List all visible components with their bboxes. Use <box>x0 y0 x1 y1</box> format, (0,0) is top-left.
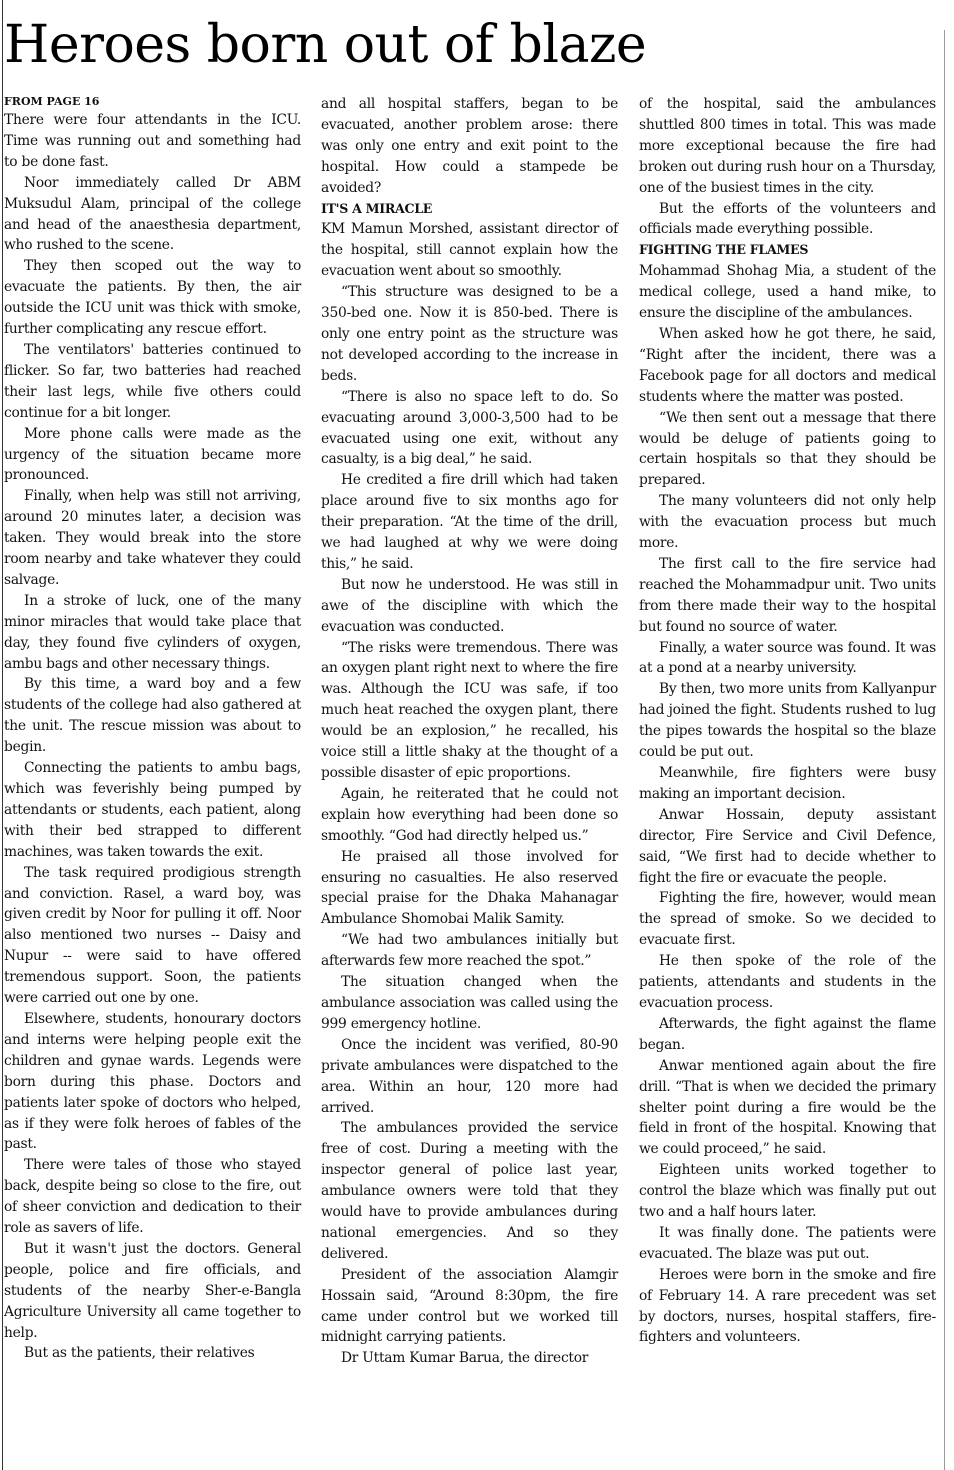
paragraph: There were four attendants in the ICU. Time was running out and something had to be done fast. <box>4 112 301 170</box>
left-border-rule <box>2 0 3 1470</box>
paragraph: “We had two ambulances initially but afterwards few more reached the spot.” <box>321 932 618 970</box>
paragraph: Finally, when help was still not arriving, around 20 minutes later, a decision was taken. They would break into the store room nearby and take whatever they could salvage. <box>4 488 301 588</box>
paragraph: But as the patients, their relatives <box>24 1345 255 1362</box>
article-column-2 <box>321 94 618 1369</box>
paragraph: When asked how he got there, he said, “Right after the incident, there was a Facebook page for all doctors and medical students where the matter was posted. <box>639 325 936 405</box>
paragraph: He praised all those involved for ensuring no casualties. He also reserved special praise for the Dhaka Mahanagar Ambulance Shomobai Malik Samity. <box>321 848 618 928</box>
paragraph: The task required prodigious strength and conviction. Rasel, a ward boy, was given credit by Noor for pulling it off. Noor also mentioned two nurses -- Daisy and Nupur -- were said to have offered tremendous support. Soon, the patients were carried out one by one. <box>4 864 301 1007</box>
paragraph: Once the incident was verified, 80-90 private ambulances were dispatched to the area. Within an hour, 120 more had arrived. <box>321 1036 618 1116</box>
paragraph: Dr Uttam Kumar Barua, the director <box>341 1350 589 1367</box>
paragraph: Connecting the patients to ambu bags, which was feverishly being pumped by attendants or students, each patient, along with their bed strapped to different machines, was taken towards the exit. <box>4 760 301 860</box>
paragraph: Heroes were born in the smoke and fire of February 14. A rare precedent was set by doctors, nurses, hospital staffers, fire-fighters and volunteers. <box>639 1266 936 1346</box>
paragraph: Anwar Hossain, deputy assistant director, Fire Service and Civil Defence, said, “We first had to decide whether to fight the fire or evacuate the people. <box>639 806 936 886</box>
paragraph: Afterwards, the fight against the flame began. <box>639 1015 936 1053</box>
paragraph: KM Mamun Morshed, assistant director of the hospital, still cannot explain how the evacuation went about so smoothly. <box>321 221 618 280</box>
paragraph: and all hospital staffers, began to be evacuated, another problem arose: there was only one entry and exit point to the hospital. How could a stampede be avoided? <box>321 96 618 196</box>
paragraph: Finally, a water source was found. It was at a pond at a nearby university. <box>639 639 936 677</box>
paragraph: “The risks were tremendous. There was an oxygen plant right next to where the fire was. Although the ICU was safe, if too much heat reached the oxygen plant, there would be an explosion,” he recalled, his voice still a little shaky at the thought of a possible disaster of epic proportions. <box>321 639 618 781</box>
paragraph: They then scoped out the way to evacuate the patients. By then, the air outside the ICU unit was thick with smoke, further complicating any rescue effort. <box>4 258 301 338</box>
paragraph: He then spoke of the role of the patients, attendants and students in the evacuation process. <box>639 953 936 1011</box>
paragraph: Eighteen units worked together to control the blaze which was finally put out two and a half hours later. <box>639 1162 936 1221</box>
subheading: FIGHTING THE FLAMES <box>639 242 809 258</box>
paragraph: The many volunteers did not only help with the evacuation process but much more. <box>639 493 936 552</box>
paragraph: “We then sent out a message that there would be deluge of patients going to certain hospitals so that they should be prepared. <box>639 409 936 489</box>
paragraph: But the efforts of the volunteers and officials made everything possible. <box>639 200 936 238</box>
article-column-1 <box>4 94 301 1364</box>
paragraph: The ventilators' batteries continued to flicker. So far, two batteries had reached their last legs, while five others could continue for a bit longer. <box>4 341 301 421</box>
paragraph: By then, two more units from Kallyanpur had joined the fight. Students rushed to lug the pipes towards the hospital so the blaze could be put out. <box>639 681 936 761</box>
paragraph: of the hospital, said the ambulances shuttled 800 times in total. This was made more exceptional because the fire had broken out during rush hour on a Thursday, one of the busiest times in the city. <box>639 96 936 196</box>
paragraph: Mohammad Shohag Mia, a student of the medical college, used a hand mike, to ensure the discipline of the ambulances. <box>639 263 936 322</box>
article-column-3 <box>639 94 936 1348</box>
headline: Heroes born out of blaze <box>4 15 647 75</box>
paragraph: Fighting the fire, however, would mean the spread of smoke. So we decided to evacuate first. <box>639 890 936 949</box>
paragraph: But now he understood. He was still in awe of the discipline with which the evacuation was conducted. <box>321 576 618 635</box>
paragraph: Noor immediately called Dr ABM Muksudul Alam, principal of the college and head of the anaesthesia department, who rushed to the scene. <box>4 174 301 254</box>
paragraph: By this time, a ward boy and a few students of the college had also gathered at the unit. The rescue mission was about to begin. <box>4 676 301 756</box>
paragraph: In a stroke of luck, one of the many minor miracles that would take place that day, they found five cylinders of oxygen, ambu bags and other necessary things. <box>4 592 301 672</box>
paragraph: Again, he reiterated that he could not explain how everything had been done so smoothly. “God had directly helped us.” <box>321 785 618 844</box>
paragraph: There were tales of those who stayed back, despite being so close to the fire, out of sheer conviction and dedication to their role as savers of life. <box>4 1157 301 1237</box>
paragraph: But it wasn't just the doctors. General people, police and fire officials, and students of the nearby Sher-e-Bangla Agriculture University all came together to help. <box>4 1240 301 1341</box>
paragraph: The ambulances provided the service free of cost. During a meeting with the inspector general of police last year, ambulance owners were told that they would have to provide ambulances during national emergencies. And so they delivered. <box>321 1120 618 1262</box>
paragraph: It was finally done. The patients were evacuated. The blaze was put out. <box>639 1224 936 1262</box>
paragraph: He credited a fire drill which had taken place around five to six months ago for their preparation. “At the time of the drill, we had laughed at why we were doing this,” he said. <box>321 472 618 572</box>
paragraph: Meanwhile, fire fighters were busy making an important decision. <box>639 765 936 802</box>
subheading: IT'S A MIRACLE <box>321 200 433 216</box>
continuation-kicker: FROM PAGE 16 <box>4 95 100 108</box>
paragraph: “There is also no space left to do. So evacuating around 3,000-3,500 had to be evacuated using one exit, without any casualty, is a big deal,” he said. <box>321 388 618 468</box>
right-border-rule <box>944 30 945 1470</box>
paragraph: Anwar mentioned again about the fire drill. “That is when we decided the primary shelter point during a fire would be the field in front of the hospital. Knowing that we could proceed,” he said. <box>639 1057 936 1158</box>
paragraph: The first call to the fire service had reached the Mohammadpur unit. Two units from there made their way to the hospital but found no source of water. <box>639 555 936 635</box>
paragraph: Elsewhere, students, honourary doctors and interns were helping people exit the children and gynae wards. Legends were born during this phase. Doctors and patients later spoke of doctors who helped, as if they were folk heroes of fables of the past. <box>4 1010 301 1153</box>
paragraph: The situation changed when the ambulance association was called using the 999 emergency hotline. <box>321 974 618 1032</box>
paragraph: President of the association Alamgir Hossain said, “Around 8:30pm, the fire came under control but we worked till midnight carrying patients. <box>321 1266 618 1346</box>
paragraph: More phone calls were made as the urgency of the situation became more pronounced. <box>4 425 301 484</box>
paragraph: “This structure was designed to be a 350-bed one. Now it is 850-bed. There is only one entry point as the structure was not developed according to the increase in beds. <box>321 284 618 384</box>
